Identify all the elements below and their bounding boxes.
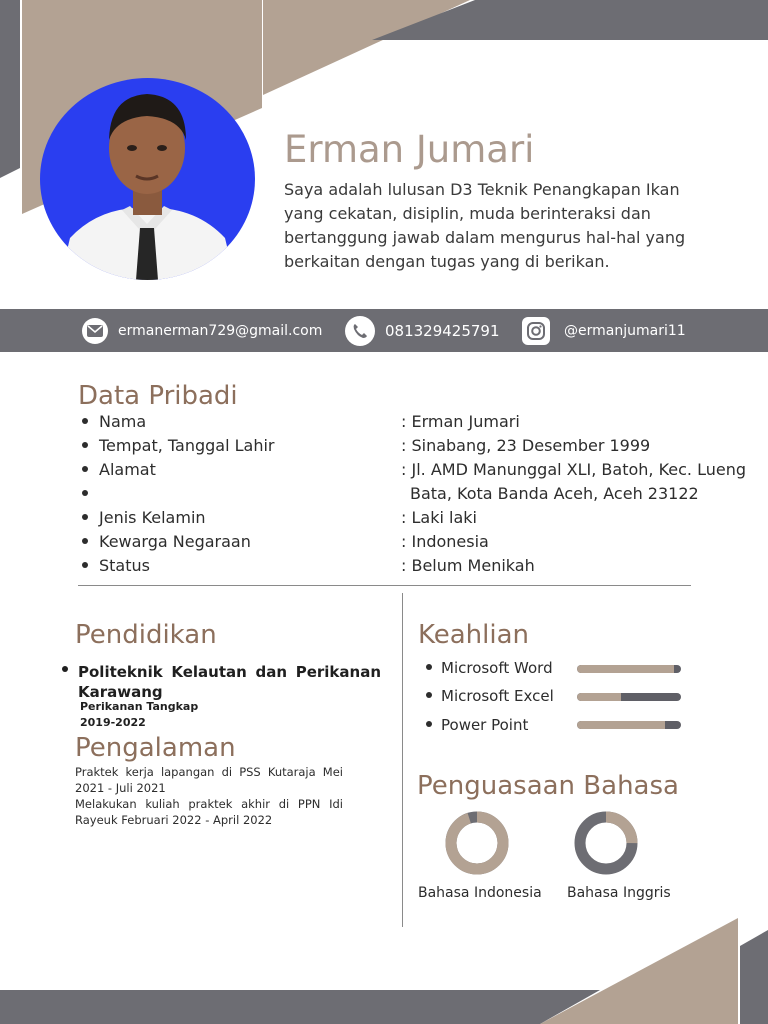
bottom-right-slate-strip bbox=[740, 930, 768, 1024]
profile-about: Saya adalah lulusan D3 Teknik Penangkapan Ikan yang cekatan, disiplin, muda berinteraksi dan bertanggung jawab dalam mengurus hal-hal yang berkaitan dengan tugas yang di berikan. bbox=[284, 180, 686, 271]
skill-level-fill bbox=[577, 665, 674, 673]
contact-phone[interactable] bbox=[345, 309, 500, 352]
education-major: Perikanan Tangkap bbox=[80, 700, 199, 713]
language-ring-inggris bbox=[573, 810, 639, 876]
skill-item: Microsoft Word bbox=[426, 659, 553, 677]
personal-label-row bbox=[82, 484, 99, 503]
personal-label-row: Status bbox=[82, 556, 150, 575]
contact-email[interactable] bbox=[82, 309, 322, 352]
section-title-data-pribadi: Data Pribadi bbox=[78, 381, 238, 411]
education-school-line1: Politeknik Kelautan dan Perikanan bbox=[78, 663, 381, 681]
ring-fill bbox=[451, 817, 503, 869]
personal-value: Bata, Kota Banda Aceh, Aceh 23122 bbox=[410, 484, 699, 503]
skill-item: Power Point bbox=[426, 716, 528, 734]
personal-label-row: Jenis Kelamin bbox=[82, 508, 206, 527]
personal-label-row: Alamat bbox=[82, 460, 156, 479]
experience-item: Praktek kerja lapangan di PSS Kutaraja Mei 2021 - Juli 2021 bbox=[75, 765, 343, 795]
language-ring-indonesia bbox=[444, 810, 510, 876]
contact-phone-text: 081329425791 bbox=[385, 321, 500, 340]
education-years: 2019-2022 bbox=[80, 716, 146, 729]
section-title-keahlian: Keahlian bbox=[418, 620, 530, 650]
personal-label-row: Tempat, Tanggal Lahir bbox=[82, 436, 275, 455]
instagram-icon bbox=[522, 317, 550, 345]
section-title-pengalaman: Pengalaman bbox=[75, 733, 236, 763]
skill-level-bar bbox=[577, 693, 681, 701]
left-slate-strip bbox=[0, 0, 20, 178]
profile-name: Erman Jumari bbox=[284, 128, 535, 171]
section-title-pendidikan: Pendidikan bbox=[75, 620, 217, 650]
personal-label-row: Kewarga Negaraan bbox=[82, 532, 251, 551]
phone-icon bbox=[345, 316, 375, 346]
bottom-slate-band bbox=[0, 990, 600, 1024]
section-title-penguasaan-bahasa: Penguasaan Bahasa bbox=[417, 771, 679, 801]
education-bullet bbox=[62, 666, 68, 672]
horizontal-divider bbox=[78, 585, 691, 586]
skill-level-fill bbox=[577, 721, 665, 729]
personal-value: : Laki laki bbox=[401, 508, 477, 527]
skill-level-bar bbox=[577, 665, 681, 673]
personal-value: : Erman Jumari bbox=[401, 412, 520, 431]
mail-icon bbox=[82, 318, 108, 344]
personal-value: : Indonesia bbox=[401, 532, 489, 551]
vertical-divider bbox=[402, 593, 403, 927]
contact-email-text: ermanerman729@gmail.com bbox=[118, 322, 323, 339]
contact-instagram[interactable] bbox=[522, 309, 686, 352]
contact-instagram-text: @ermanjumari11 bbox=[564, 322, 686, 339]
bottom-right-taupe-shape bbox=[540, 918, 738, 1024]
skill-level-bar bbox=[577, 721, 681, 729]
skill-item: Microsoft Excel bbox=[426, 687, 554, 705]
language-label-inggris: Bahasa Inggris bbox=[567, 885, 671, 901]
personal-value: : Sinabang, 23 Desember 1999 bbox=[401, 436, 651, 455]
person-illustration bbox=[40, 78, 255, 280]
skill-level-fill bbox=[577, 693, 621, 701]
contact-bar bbox=[0, 309, 768, 352]
personal-label-row: Nama bbox=[82, 412, 146, 431]
personal-value: : Jl. AMD Manunggal XLI, Batoh, Kec. Lueng bbox=[401, 460, 746, 479]
personal-value: : Belum Menikah bbox=[401, 556, 535, 575]
experience-item: Melakukan kuliah praktek akhir di PPN Idi Rayeuk Februari 2022 - April 2022 bbox=[75, 797, 343, 827]
language-label-indonesia: Bahasa Indonesia bbox=[418, 885, 542, 901]
education-school-line2: Karawang bbox=[78, 683, 163, 701]
profile-photo bbox=[40, 78, 255, 280]
